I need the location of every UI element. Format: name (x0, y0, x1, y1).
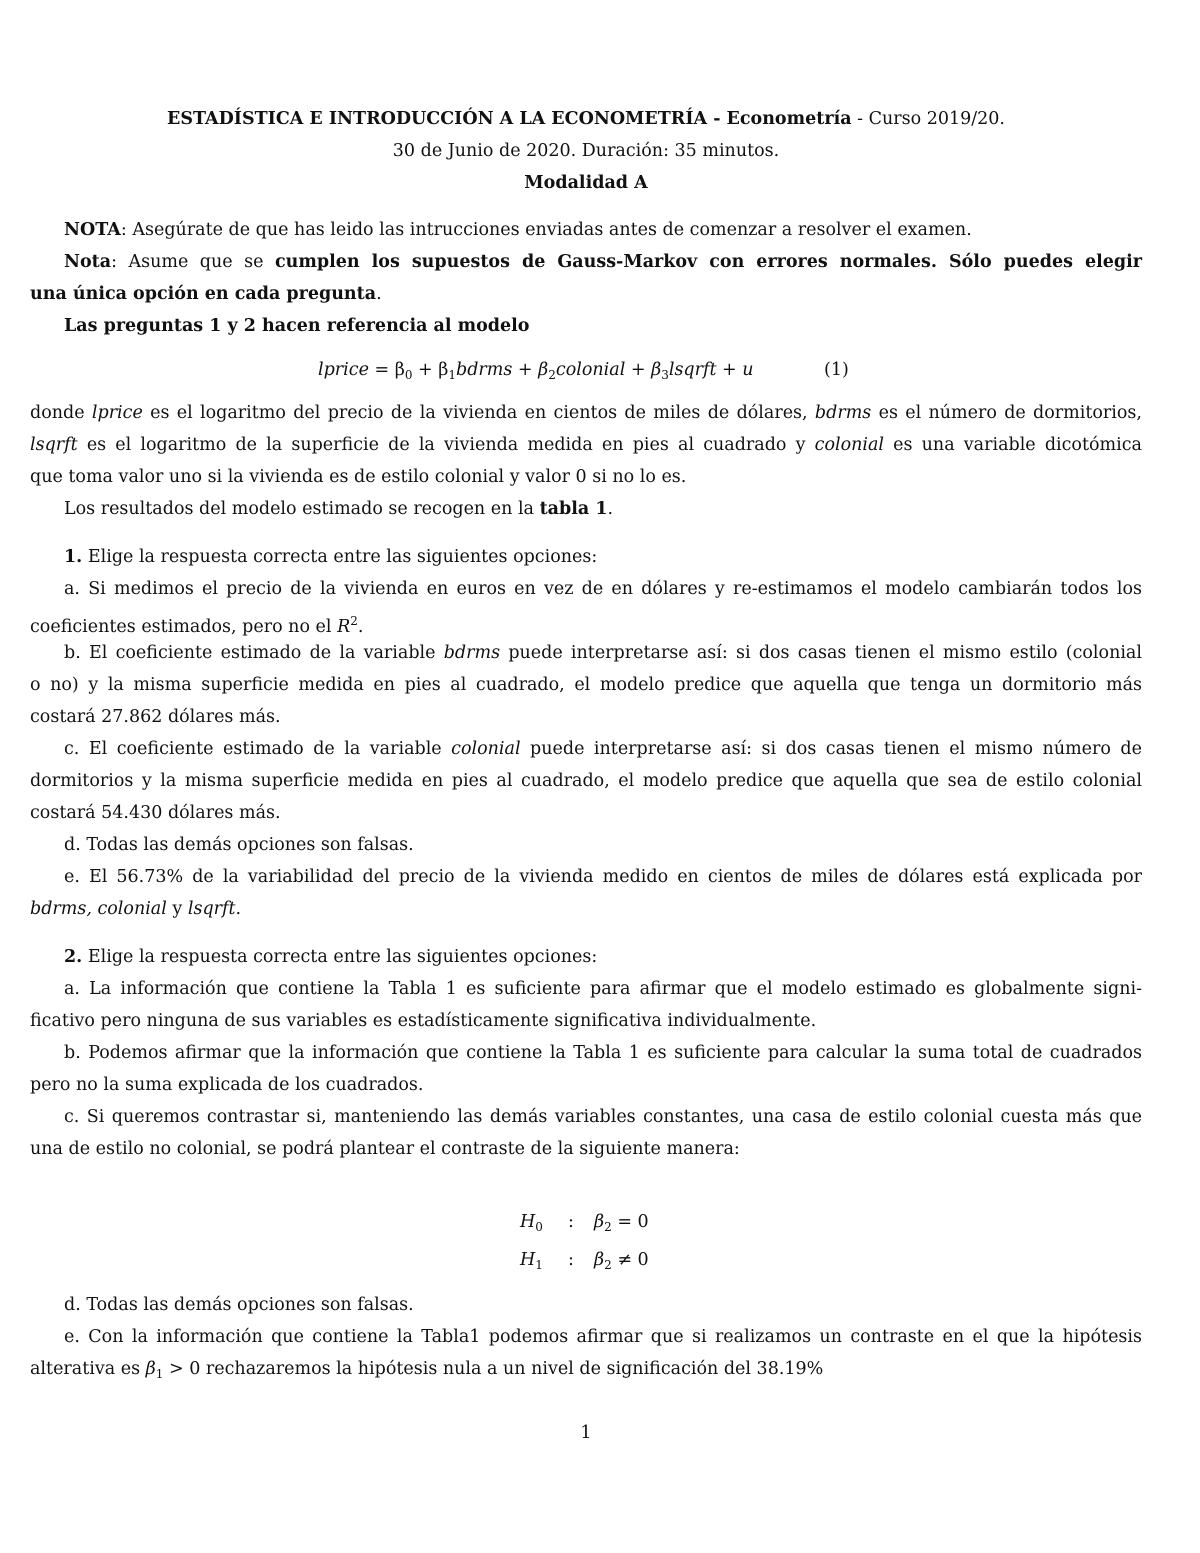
nota-assumptions-line2: una única opción en cada pregunta. (30, 284, 382, 304)
intro-line-4: Los resultados del modelo estimado se recogen en la tabla 1. (64, 499, 614, 519)
page-number: 1 (580, 1423, 592, 1443)
q2-option-b-line2: pero no la suma explicada de los cuadrados. (30, 1075, 424, 1095)
question-2-stem: 2. Elige la respuesta correcta entre las siguientes opciones: (64, 947, 598, 967)
nota-assumptions-line1: Nota: Asume que se cumplen los supuestos de Gauss-Markov con errores normales. Sólo puedes elegir (64, 252, 1142, 272)
q2-option-e-line2: alterativa es $\beta_1 > 0$ rechazaremos la hipótesis nula a un nivel de significación del 38.19% (30, 1359, 824, 1381)
q2-option-c-line1: c. Si queremos contrastar si, manteniendo las demás variables constantes, una casa de estilo colonial cuesta más que (64, 1107, 1142, 1127)
hypothesis-alternative: $H_1$ : $\beta_2 \ne 0$ (520, 1250, 649, 1272)
q2-option-c-line2: una de estilo no colonial, se podrá plantear el contraste de la siguiente manera: (30, 1139, 740, 1159)
nota-instructions: NOTA: Asegúrate de que has leido las intrucciones enviadas antes de comenzar a resolver el examen. (64, 220, 972, 240)
q1-option-c-line1: c. El coeficiente estimado de la variable colonial puede interpretarse así: si dos casas tienen el mismo número de (64, 739, 1142, 759)
intro-line-2: lsqrft es el logaritmo de la superficie de la vivienda medida en pies al cuadrado y colonial es una variable dicotómica (30, 435, 1142, 455)
model-reference-heading: Las preguntas 1 y 2 hacen referencia al modelo (64, 316, 530, 336)
q2-option-b-line1: b. Podemos afirmar que la información que contiene la Tabla 1 es suficiente para calcular la suma total de cuadrados (64, 1043, 1142, 1063)
question-1-stem: 1. Elige la respuesta correcta entre las siguientes opciones: (64, 547, 598, 567)
exam-date-line: 30 de Junio de 2020. Duración: 35 minutos. (392, 141, 780, 161)
modalidad-label: Modalidad A (524, 173, 648, 193)
q1-option-e-line2: bdrms, colonial y lsqrft. (30, 899, 242, 919)
exam-title: ESTADÍSTICA E INTRODUCCIÓN A LA ECONOMETRÍA - Econometría - Curso 2019/20. (167, 109, 1005, 129)
intro-line-1: donde lprice es el logaritmo del precio de la vivienda en cientos de miles de dólares, bdrms es el número de dormitorios, (30, 403, 1142, 423)
q2-option-a-line2: ficativo pero ninguna de sus variables es estadísticamente significativa individualmente. (30, 1011, 817, 1031)
q1-option-b-line1: b. El coeficiente estimado de la variable bdrms puede interpretarse así: si dos casas tienen el mismo estilo (colonial (64, 643, 1142, 663)
q1-option-b-line3: costará 27.862 dólares más. (30, 707, 281, 727)
q1-option-a-line1: a. Si medimos el precio de la vivienda en euros en vez de en dólares y re-estimamos el modelo cambiarán todos los (64, 579, 1142, 599)
hypothesis-null: $H_0$ : $\beta_2 = 0$ (520, 1212, 649, 1234)
equation-number: (1) (824, 360, 849, 380)
q1-option-a-line2: coeficientes estimados, pero no el $R^2$. (30, 614, 364, 637)
q2-option-e-line1: e. Con la información que contiene la Tabla1 podemos afirmar que si realizamos un contraste en el que la hipótesis (64, 1327, 1142, 1347)
q2-option-d: d. Todas las demás opciones son falsas. (64, 1295, 414, 1315)
intro-line-3: que toma valor uno si la vivienda es de estilo colonial y valor 0 si no lo es. (30, 467, 687, 487)
q1-option-b-line2: o no) y la misma superficie medida en pies al cuadrado, el modelo predice que aquella que tenga un dormitorio más (30, 675, 1142, 695)
q2-option-a-line1: a. La información que contiene la Tabla 1 es suficiente para afirmar que el modelo estimado es globalmente signi- (64, 979, 1142, 999)
q1-option-e-line1: e. El 56.73% de la variabilidad del precio de la vivienda medido en cientos de miles de dólares está explicada por (64, 867, 1142, 887)
q1-option-d: d. Todas las demás opciones son falsas. (64, 835, 414, 855)
q1-option-c-line2: dormitorios y la misma superficie medida en pies al cuadrado, el modelo predice que aquella que sea de estilo colonial (30, 771, 1142, 791)
q1-option-c-line3: costará 54.430 dólares más. (30, 803, 281, 823)
